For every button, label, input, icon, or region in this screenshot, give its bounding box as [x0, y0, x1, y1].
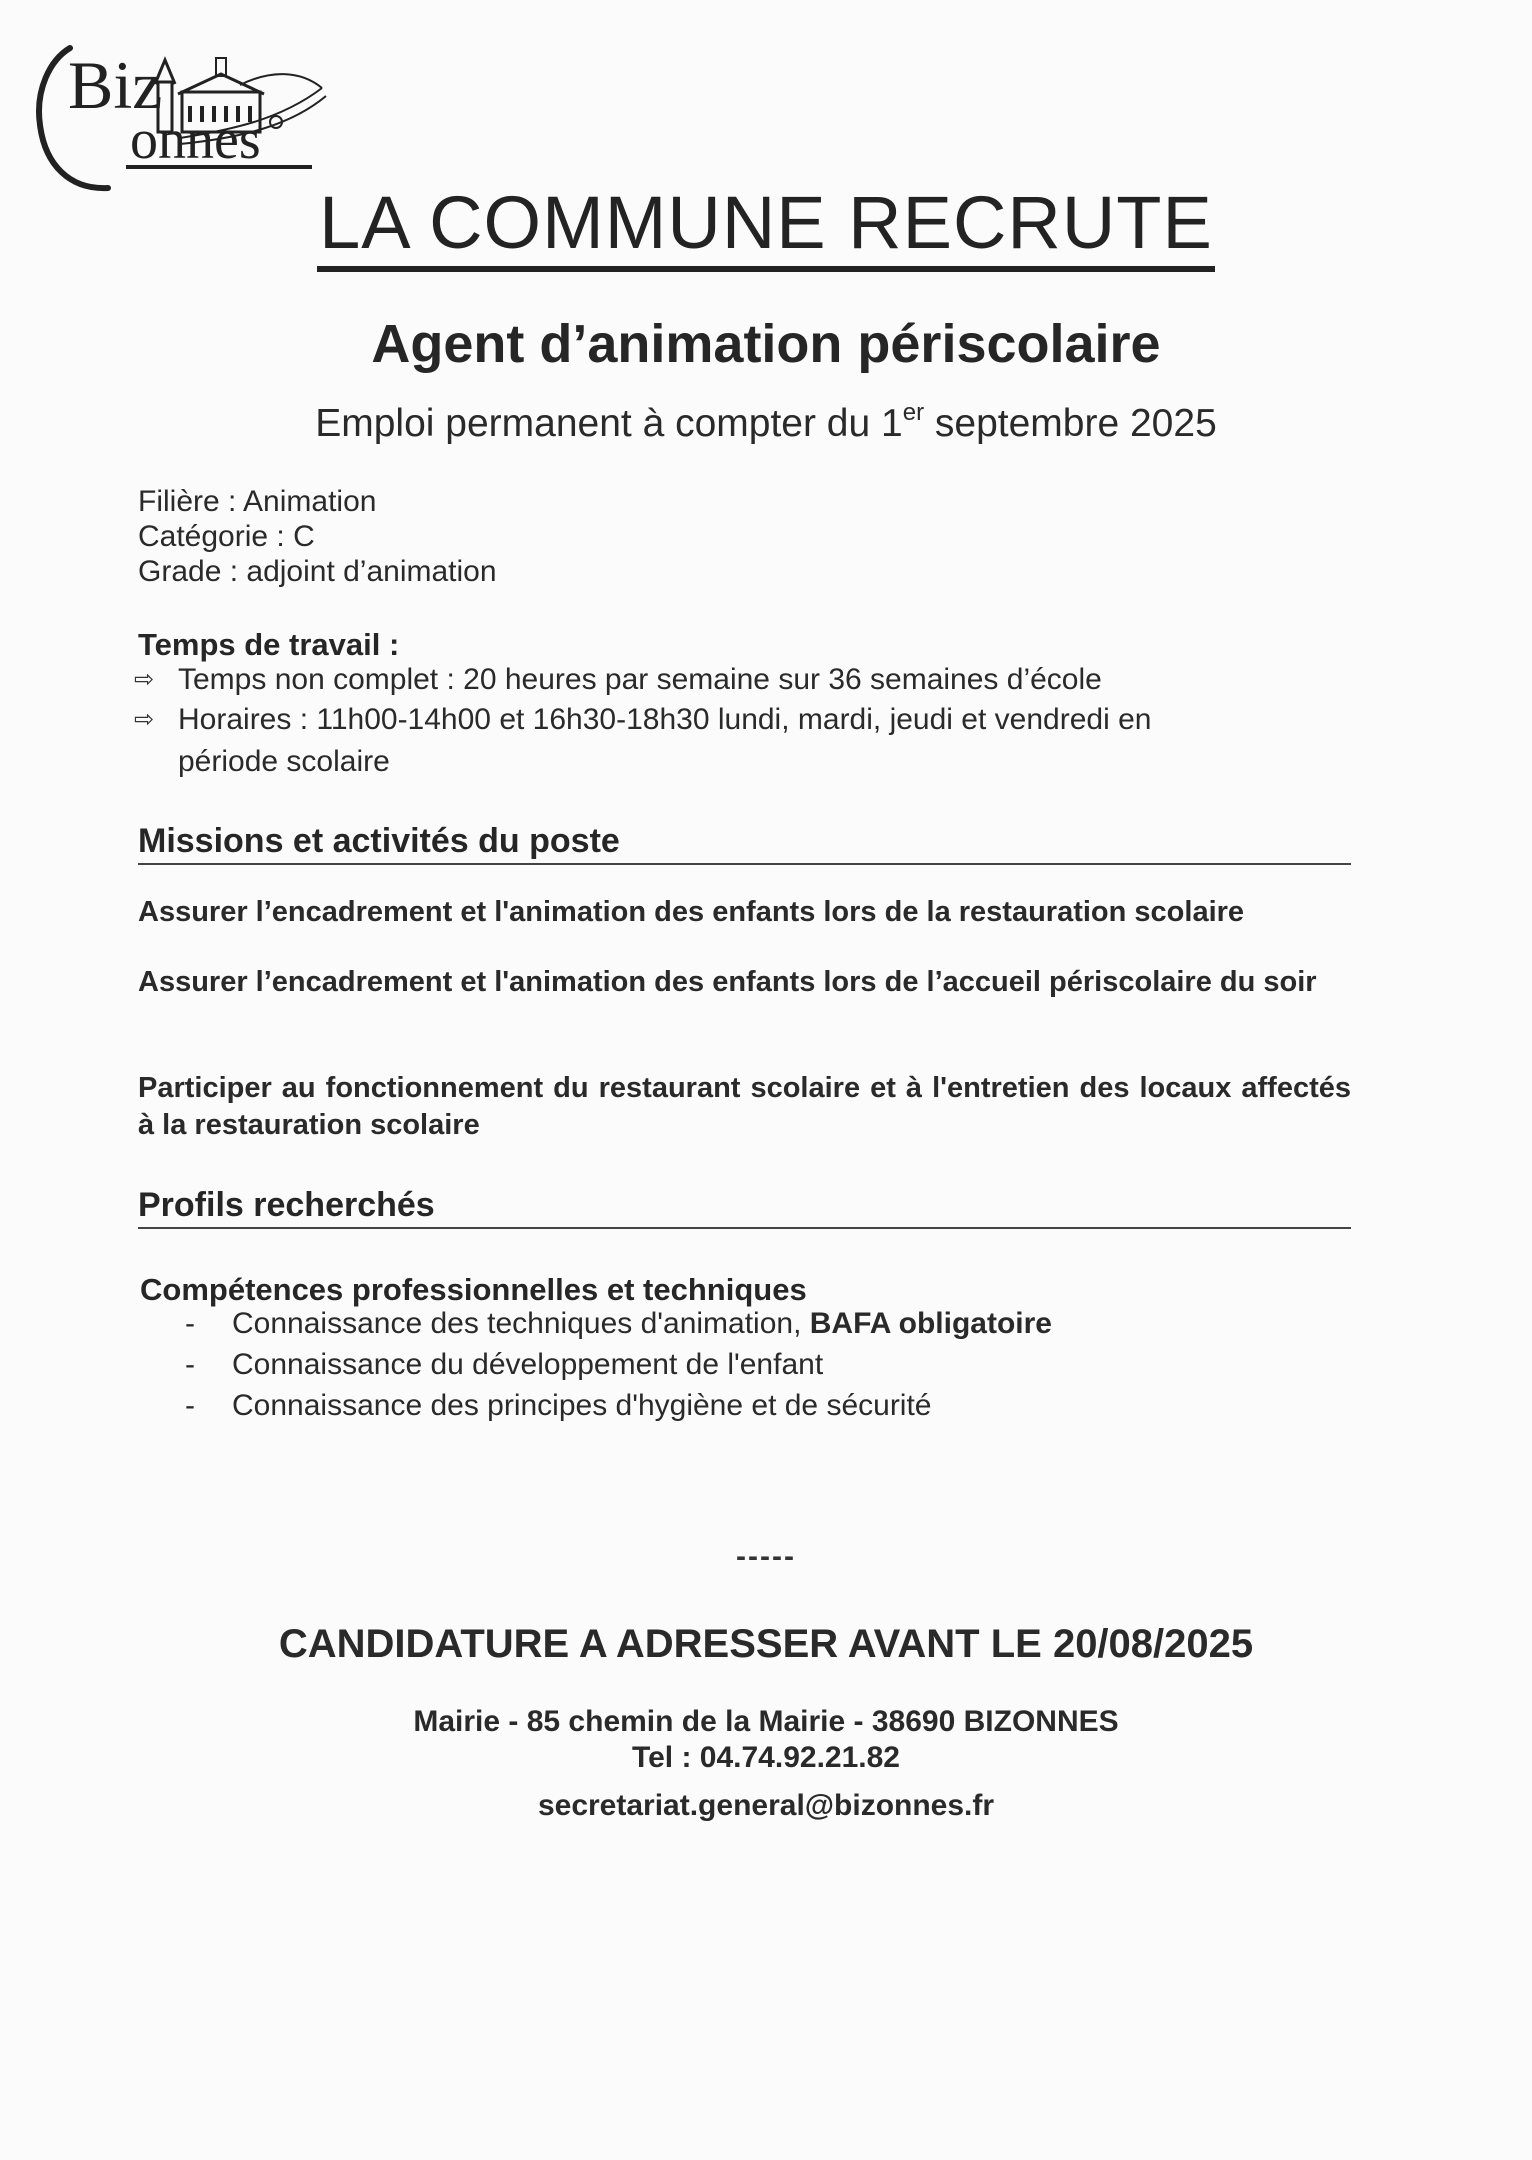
meta-filiere: Filière : Animation [138, 485, 377, 518]
work-time-text: Horaires : 11h00-14h00 et 16h30-18h30 lundi, mardi, jeudi et vendredi en [178, 703, 1152, 736]
profiles-heading: Profils recherchés [138, 1186, 1351, 1229]
arrow-right-icon: ⇨ [134, 706, 155, 733]
dash-bullet: - [185, 1307, 195, 1340]
job-title: Agent d’animation périscolaire [371, 314, 1161, 374]
work-time-continuation: période scolaire [178, 745, 390, 778]
missions-heading: Missions et activités du poste [138, 822, 1351, 865]
meta-categorie: Catégorie : C [138, 520, 315, 553]
profile-item [185, 1386, 932, 1426]
meta-grade: Grade : adjoint d’animation [138, 555, 497, 588]
dash-bullet: - [185, 1348, 195, 1381]
subtitle-sup: er [902, 399, 925, 426]
work-time-item [134, 700, 1152, 740]
separator: ----- [736, 1540, 796, 1573]
arrow-right-icon: ⇨ [134, 666, 155, 693]
job-subtitle [0, 399, 1532, 446]
page-title [0, 180, 1532, 265]
contact-phone: Tel : 04.74.92.21.82 [632, 1741, 900, 1774]
profiles-subtitle: Compétences professionnelles et techniques [140, 1272, 807, 1307]
profile-item-bold: BAFA obligatoire [809, 1307, 1052, 1340]
contact-email: secretariat.general@bizonnes.fr [537, 1789, 995, 1822]
profile-item [185, 1345, 824, 1385]
subtitle-before: Emploi permanent à compter du 1 [315, 402, 903, 445]
mission-item: Assurer l’encadrement et l'animation des enfants lors de l’accueil périscolaire du soir [138, 966, 1317, 998]
mission-item: Assurer l’encadrement et l'animation des enfants lors de la restauration scolaire [138, 896, 1245, 928]
dash-bullet: - [185, 1389, 195, 1422]
profile-item-text: Connaissance des principes d'hygiène et de sécurité [232, 1389, 932, 1422]
profile-item [185, 1304, 1052, 1344]
work-time-item [134, 660, 1102, 700]
subtitle-after: septembre 2025 [924, 402, 1217, 445]
logo-text-bottom: onnes [130, 109, 261, 171]
profile-item-text: Connaissance des techniques d'animation, [232, 1307, 810, 1340]
work-time-label: Temps de travail : [138, 627, 400, 662]
work-time-text: Temps non complet : 20 heures par semaine sur 36 semaines d’école [178, 663, 1102, 696]
contact-address: Mairie - 85 chemin de la Mairie - 38690 BIZONNES [413, 1705, 1119, 1738]
logo-text-top: Biz [68, 47, 163, 123]
mission-item: Participer au fonctionnement du restaurant scolaire et à l'entretien des locaux affectés à la restauration scolaire [138, 1072, 1351, 1141]
page-title-text: LA COMMUNE RECRUTE [317, 181, 1215, 272]
profile-item-text: Connaissance du développement de l'enfant [232, 1348, 824, 1381]
deadline-notice: CANDIDATURE A ADRESSER AVANT LE 20/08/2025 [278, 1622, 1254, 1666]
bizonnes-logo [30, 30, 330, 200]
